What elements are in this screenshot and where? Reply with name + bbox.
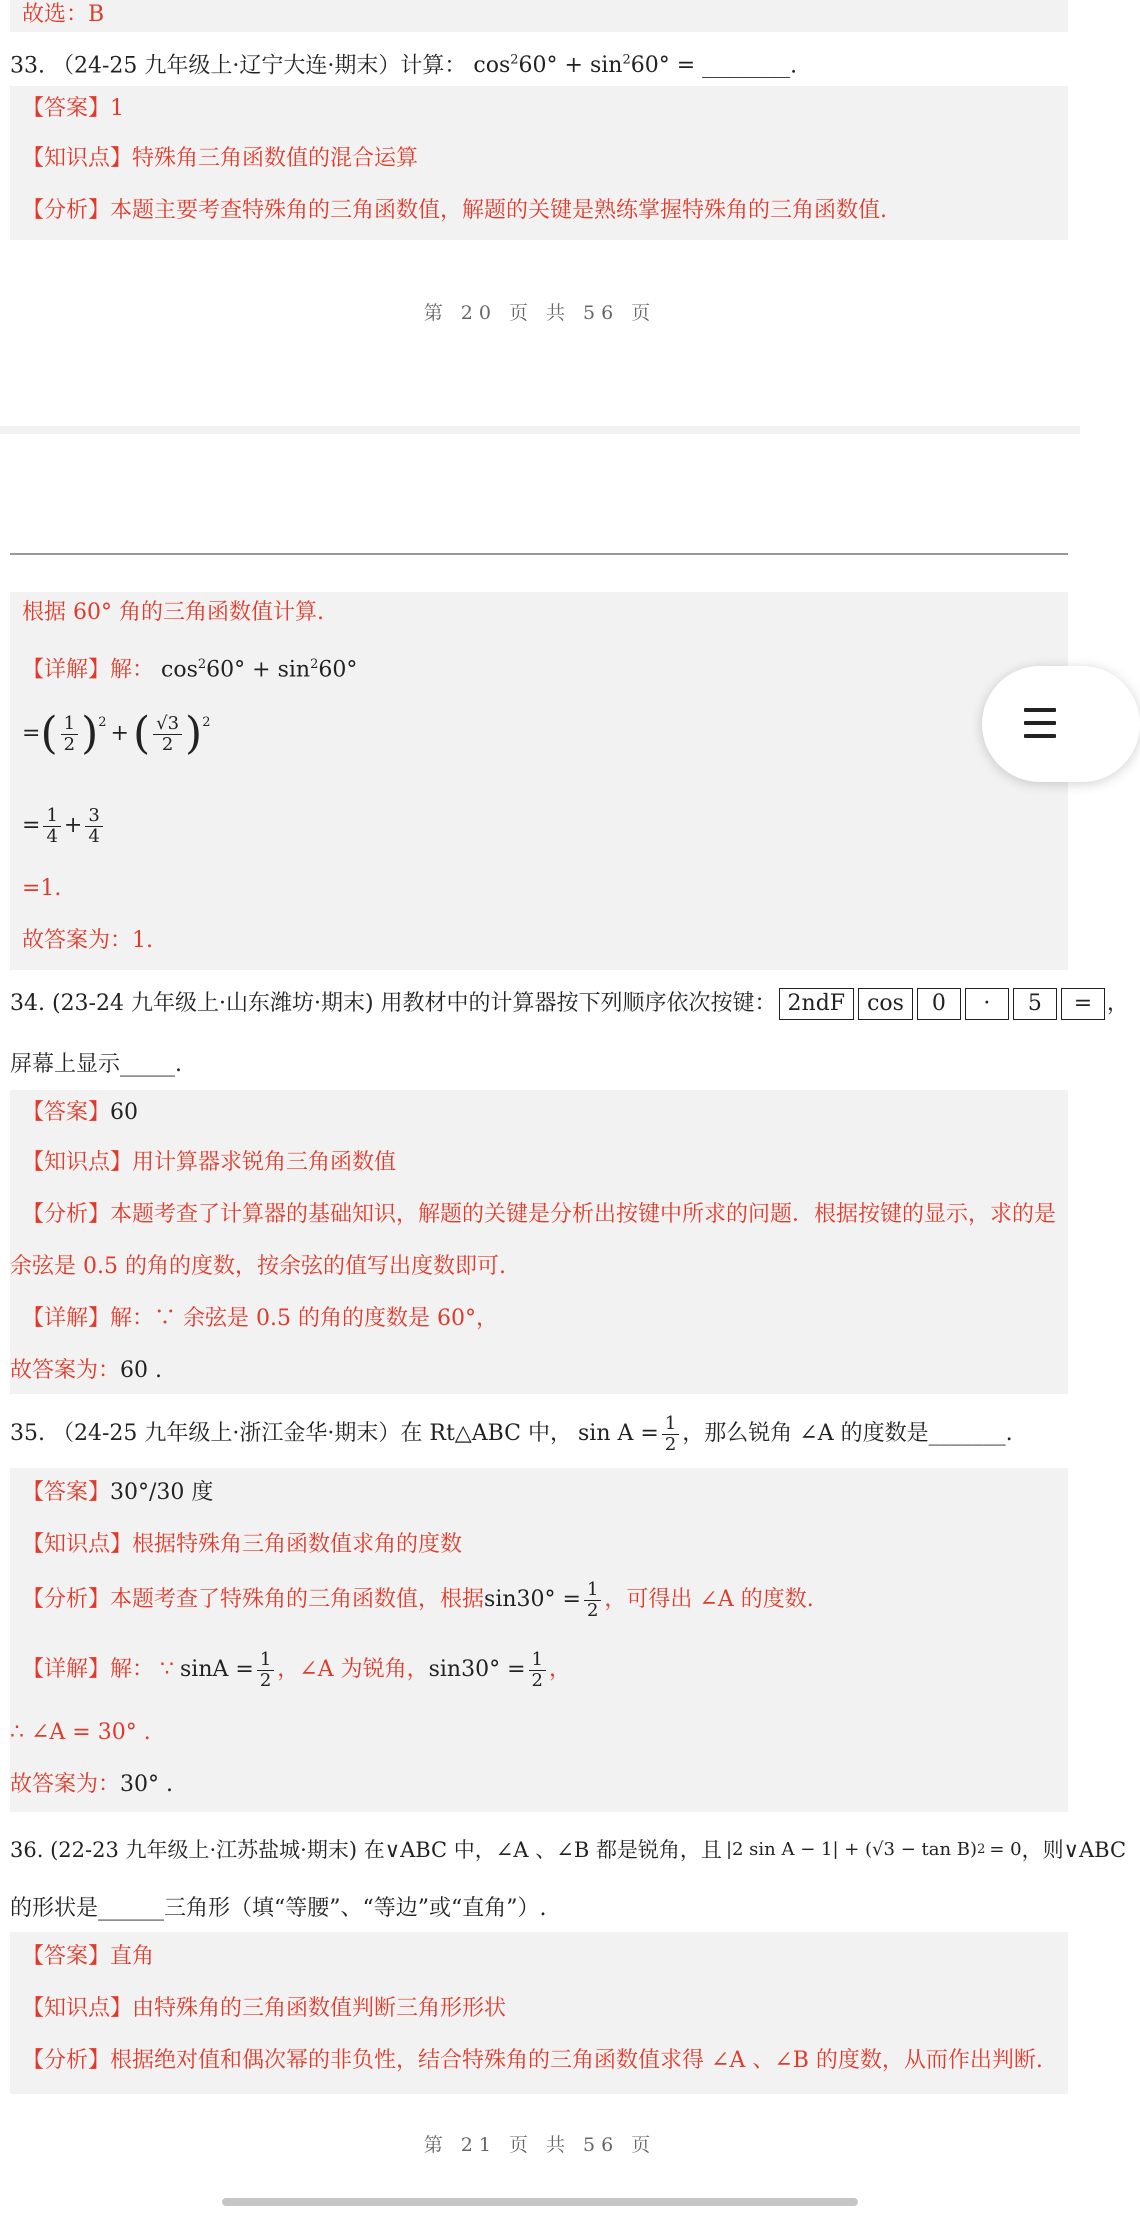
q36-answer: 【答案】直角 [22, 1944, 155, 1969]
question-33 [10, 46, 797, 81]
page-footer-20: 第 20 页 共 56 页 [423, 302, 657, 324]
q35-answer: 【答案】30°/30 度 [22, 1480, 214, 1505]
answer-block-36 [10, 1932, 1068, 2094]
q33-analysis-cont: 根据 60° 角的三角函数值计算. [22, 600, 324, 625]
hamburger-menu-icon [1024, 708, 1056, 747]
header-rule [10, 553, 1068, 555]
q36-analysis: 【分析】根据绝对值和偶次幂的非负性，结合特殊角的三角函数值求得 ∠A 、∠B 的度数，从而作出判断. [22, 2048, 1043, 2073]
q33-knowledge: 【知识点】特殊角三角函数值的混合运算 [22, 146, 419, 171]
q36-knowledge: 【知识点】由特殊角的三角函数值判断三角形形状 [22, 1996, 507, 2021]
page-separator [0, 426, 1080, 434]
q35-conclusion: 故答案为：30° . [10, 1772, 173, 1797]
home-indicator[interactable] [222, 2198, 858, 2206]
key-5: 5 [1013, 988, 1057, 1020]
q34-text: 34. (23-24 九年级上·山东潍坊·期末) 用教材中的计算器按下列顺序依次按键： [10, 991, 777, 1016]
answer-block-34 [10, 1090, 1068, 1394]
q34-answer: 【答案】60 [22, 1100, 139, 1125]
q33-source: 33. （24-25 九年级上·辽宁大连·期末）计算： [10, 53, 467, 79]
q33-blank: ________. [702, 53, 798, 79]
q33-answer: 【答案】1 [22, 96, 125, 121]
key-2ndf: 2ndF [779, 988, 855, 1020]
page-footer-21: 第 21 页 共 56 页 [423, 2134, 657, 2156]
question-34: 34. (23-24 九年级上·山东潍坊·期末) 用教材中的计算器按下列顺序依次按键： 2ndF cos 0 · 5 = ， [10, 988, 1129, 1020]
key-dot: · [965, 988, 1009, 1020]
q35-analysis: 【分析】 本题考查了特殊角的三角函数值，根据 sin30° = $\frac{1}{2}$ ，可得出 ∠A 的度数. [22, 1578, 814, 1621]
answer-block-33-cont [10, 592, 1068, 970]
q34-knowledge: 【知识点】用计算器求锐角三角函数值 [22, 1150, 397, 1175]
q33-step3: =1. [22, 876, 62, 901]
q33-step2: = $\frac{1}{4}$ + $\frac{3}{4}$ [22, 800, 106, 852]
floating-menu-button[interactable] [982, 666, 1140, 782]
q34-conclusion: 故答案为：60 . [10, 1358, 162, 1383]
q33-conclusion: 故答案为：1. [22, 928, 153, 953]
answer-block-35 [10, 1468, 1068, 1812]
q33-analysis: 【分析】本题主要考查特殊角的三角函数值，解题的关键是熟练掌握特殊角的三角函数值. [22, 198, 888, 223]
q36-line2: 的形状是______三角形（填“等腰”、“等边”或“直角”）. [10, 1896, 547, 1921]
answer-block-prev [10, 0, 1068, 32]
question-35: 35. （24-25 九年级上·浙江金华·期末）在 Rt△ABC 中， sin A = $\frac{1}{2}$ ，那么锐角 ∠A 的度数是_______. [10, 1412, 1013, 1455]
q35-therefore: ∴ ∠A = 30° . [10, 1720, 151, 1745]
answer-block-33 [10, 86, 1068, 240]
prev-answer: 故选：B [22, 2, 105, 27]
q35-detail: 【详解】解： ∵ sinA = $\frac{1}{2}$ ，∠A 为锐角， sin30° = $\frac{1}{2}$ ， [22, 1648, 571, 1691]
q34-analysis: 【分析】本题考查了计算器的基础知识，解题的关键是分析出按键中所求的问题．根据按键的显示，求的是 [22, 1202, 1057, 1227]
key-0: 0 [917, 988, 961, 1020]
key-equals: = [1061, 988, 1105, 1020]
q34-line2: 屏幕上显示_____. [10, 1052, 182, 1077]
q33-detail: 【详解】解： $\cos^260^\circ + \sin^260^\circ$ [22, 657, 358, 683]
q33-step1: = ( $\frac{1}{2}$ ) $^2$ + ( $\frac{√3}{2}$ ) $^2$ [22, 708, 211, 759]
q34-analysis-cont: 余弦是 0.5 的角的度数，按余弦的值写出度数即可. [10, 1254, 506, 1279]
key-cos: cos [858, 988, 913, 1020]
q33-expression: $\cos^260^\circ + \sin^260^\circ$ = [473, 53, 696, 79]
q34-detail: 【详解】解：∵ 余弦是 0.5 的角的度数是 60°， [22, 1306, 498, 1331]
q35-knowledge: 【知识点】根据特殊角三角函数值求角的度数 [22, 1532, 463, 1557]
question-36: 36. (22-23 九年级上·江苏盐城·期末) 在∨ABC 中，∠A 、∠B 都是锐角，且 |2 sin A − 1| + (√3 − tan B) 2 = 0 ，则∨ABC [10, 1838, 1127, 1862]
